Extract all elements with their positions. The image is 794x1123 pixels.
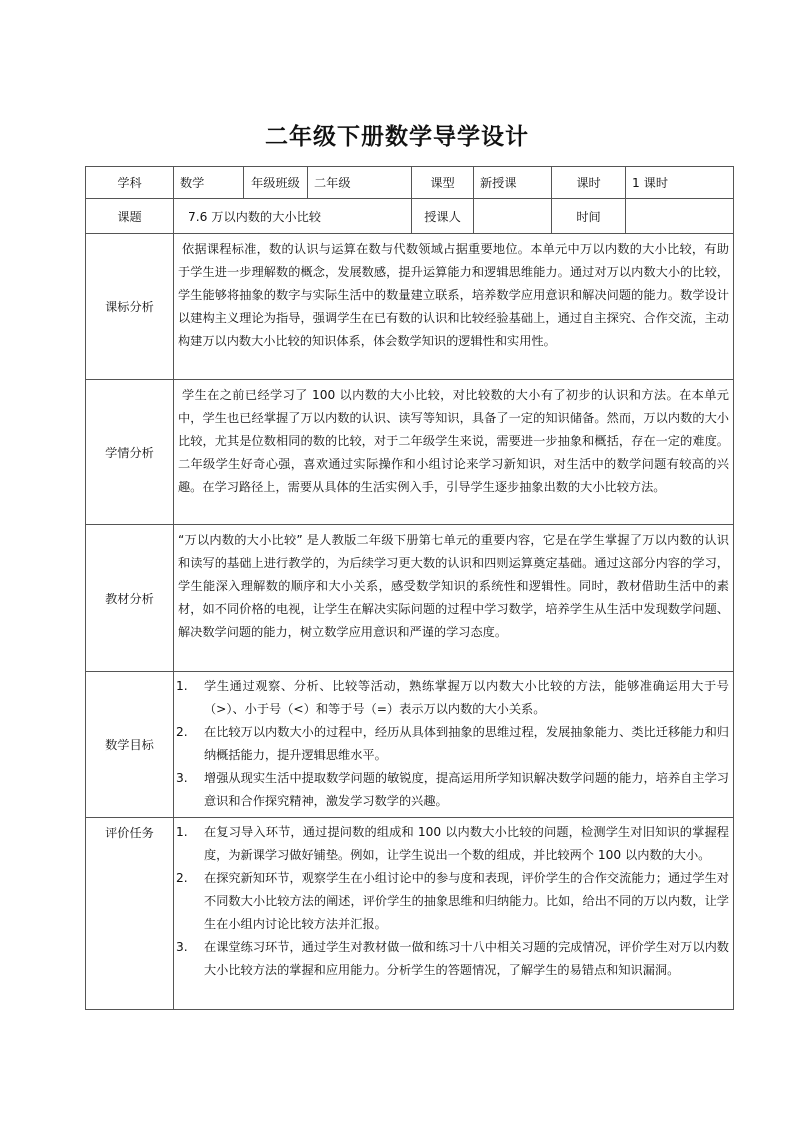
teacher-label: 授课人: [412, 199, 474, 234]
time-value: [626, 199, 734, 234]
curriculum-text: 依据课程标准，数的认识与运算在数与代数领域占据重要地位。本单元中万以内数的大小比较，有助于学生进一步理解数的概念，发展数感，提升运算能力和逻辑思维能力。通过对万以内数大小的比较，学生能够将抽象的数字与实际生活中的数量建立联系，培养数学应用意识和解决问题的能力。数学设计以建构主义理论为指导，强调学生在已有数的认识和比较经验基础上，通过自主探究、合作交流，主动构建万以内数大小比较的知识体系，体会数学知识的逻辑性和实用性。: [174, 234, 734, 380]
curriculum-row: [86, 234, 734, 380]
evaluation-cell: [174, 818, 734, 1010]
objectives-row: [86, 672, 734, 818]
lesson-type-value: 新授课: [474, 167, 552, 199]
list-number: 3.: [176, 771, 188, 785]
curriculum-label: 课标分析: [86, 234, 174, 380]
objectives-list: [174, 672, 733, 817]
lesson-plan-table: [85, 166, 734, 1010]
list-number: 1.: [176, 825, 188, 839]
evaluation-row: [86, 818, 734, 1010]
list-text: 在复习导入环节，通过提问数的组成和 100 以内数大小比较的问题，检测学生对旧知识的掌握程度，为新课学习做好铺垫。例如，让学生说出一个数的组成，并比较两个 100 以内数的大小。: [204, 825, 729, 862]
grade-value: 二年级: [308, 167, 412, 199]
list-text: 学生通过观察、分析、比较等活动，熟练掌握万以内数大小比较的方法，能够准确运用大于号（>）、小于号（<）和等于号（=）表示万以内数的大小关系。: [204, 679, 729, 716]
list-item: [174, 675, 729, 721]
topic-value: 7.6 万以内数的大小比较: [174, 199, 412, 234]
time-label: 时间: [552, 199, 626, 234]
list-item: [174, 867, 729, 936]
subject-value: 数学: [174, 167, 244, 199]
lesson-type-label: 课型: [412, 167, 474, 199]
teacher-value: [474, 199, 552, 234]
header-row-2: [86, 199, 734, 234]
students-label: 学情分析: [86, 380, 174, 525]
list-number: 1.: [176, 679, 188, 693]
list-text: 在探究新知环节，观察学生在小组讨论中的参与度和表现，评价学生的合作交流能力；通过学生对不同数大小比较方法的阐述，评价学生的抽象思维和归纳能力。比如，给出不同的万以内数，让学生在小组内讨论比较方法并汇报。: [204, 871, 729, 931]
evaluation-list: [174, 818, 733, 986]
list-text: 在课堂练习环节，通过学生对教材做一做和练习十八中相关习题的完成情况，评价学生对万以内数大小比较方法的掌握和应用能力。分析学生的答题情况，了解学生的易错点和知识漏洞。: [204, 940, 729, 977]
textbook-row: [86, 525, 734, 672]
students-text: 学生在之前已经学习了 100 以内数的大小比较，对比较数的大小有了初步的认识和方法。在本单元中，学生也已经掌握了万以内数的认识、读写等知识，具备了一定的知识储备。然而，万以内数的大小比较，尤其是位数相同的数的比较，对于二年级学生来说，需要进一步抽象和概括，存在一定的难度。二年级学生好奇心强，喜欢通过实际操作和小组讨论来学习新知识，对生活中的数学问题有较高的兴趣。在学习路径上，需要从具体的生活实例入手，引导学生逐步抽象出数的大小比较方法。: [174, 380, 734, 525]
students-row: [86, 380, 734, 525]
period-value: 1 课时: [626, 167, 734, 199]
list-item: [174, 767, 729, 813]
textbook-label: 教材分析: [86, 525, 174, 672]
period-label: 课时: [552, 167, 626, 199]
list-item: [174, 821, 729, 867]
list-item: [174, 721, 729, 767]
header-row-1: [86, 167, 734, 199]
objectives-cell: [174, 672, 734, 818]
list-number: 2.: [176, 871, 188, 885]
list-number: 2.: [176, 725, 188, 739]
objectives-label: 数学目标: [86, 672, 174, 818]
list-item: [174, 936, 729, 982]
textbook-text: “万以内数的大小比较” 是人教版二年级下册第七单元的重要内容，它是在学生掌握了万以内数的认识和读写的基础上进行教学的，为后续学习更大数的认识和四则运算奠定基础。通过这部分内容的学习，学生能深入理解数的顺序和大小关系，感受数学知识的系统性和逻辑性。同时，教材借助生活中的素材，如不同价格的电视，让学生在解决实际问题的过程中学习数学，培养学生从生活中发现数学问题、解决数学问题的能力，树立数学应用意识和严谨的学习态度。: [174, 525, 734, 672]
list-text: 增强从现实生活中提取数学问题的敏锐度，提高运用所学知识解决数学问题的能力，培养自主学习意识和合作探究精神，激发学习数学的兴趣。: [204, 771, 729, 808]
page-title: 二年级下册数学导学设计: [265, 124, 529, 150]
subject-label: 学科: [86, 167, 174, 199]
list-number: 3.: [176, 940, 188, 954]
topic-label: 课题: [86, 199, 174, 234]
grade-label: 年级班级: [244, 167, 308, 199]
list-text: 在比较万以内数大小的过程中，经历从具体到抽象的思维过程，发展抽象能力、类比迁移能力和归纳概括能力，提升逻辑思维水平。: [204, 725, 729, 762]
evaluation-label: 评价任务: [86, 818, 174, 1010]
